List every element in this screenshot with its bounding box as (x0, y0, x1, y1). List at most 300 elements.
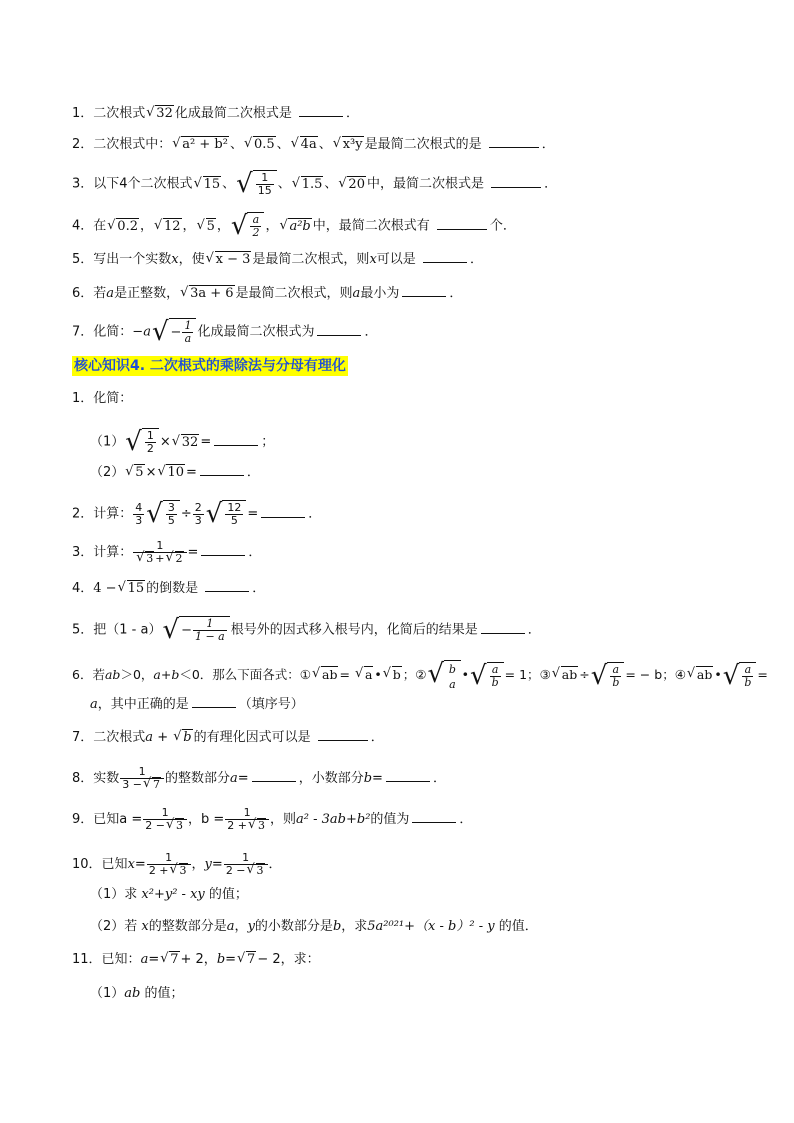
radicand: 3 (146, 552, 154, 565)
radicand: a² + b² (182, 137, 228, 152)
denominator: b (491, 675, 499, 689)
radicand (222, 500, 246, 528)
s2-question-2 (72, 500, 321, 528)
radicand: 3a + 6 (190, 286, 234, 301)
denominator (120, 779, 164, 791)
radical (355, 666, 373, 684)
s2-question-6-continued (90, 695, 304, 714)
option-marker: ③ (539, 667, 551, 682)
text: 3 − (122, 778, 143, 791)
denominator: 2 (146, 442, 154, 455)
text: 的整数部分 (165, 771, 231, 786)
radical-sign: √ (722, 660, 740, 691)
s2-question-7 (72, 728, 384, 747)
equals-sign: = (148, 952, 160, 967)
s2-question-5 (72, 616, 541, 644)
fraction (145, 430, 156, 455)
answer-blank[interactable] (402, 284, 446, 297)
text: 实数 (93, 771, 120, 786)
s2-question-1-part-1 (90, 428, 274, 456)
text: 化简： (93, 391, 133, 406)
expression: x²+y² - xy (141, 887, 205, 902)
text: ，则 (270, 812, 297, 827)
part-label: （1） (90, 434, 125, 450)
text: 4 − (93, 581, 117, 596)
radicand (739, 662, 756, 690)
denominator: 15 (257, 184, 272, 197)
text: 已知a = (93, 812, 143, 827)
text: ． (459, 812, 473, 827)
denominator (147, 865, 191, 877)
question-number: 4． (72, 581, 94, 596)
text: 在 (93, 218, 107, 234)
radical (136, 553, 154, 565)
plus-sign: + (155, 552, 165, 565)
text: = − b； (625, 667, 675, 682)
text: 最小为 (360, 286, 400, 301)
radical (107, 218, 139, 236)
text: 已知 (101, 857, 128, 872)
numerator: 1 (146, 429, 154, 442)
minus-sign: − (170, 324, 182, 340)
numerator: 12 (227, 501, 242, 514)
radicand: 5 (135, 465, 144, 480)
denominator (143, 820, 187, 832)
question-number: 7． (72, 324, 94, 340)
radical-sign: √ (162, 615, 180, 645)
radical-fraction (125, 428, 159, 456)
text: 计算： (93, 506, 133, 522)
fraction (490, 664, 501, 689)
s2-question-11 (72, 951, 320, 969)
radical (160, 951, 179, 969)
numerator: 3 (167, 501, 175, 514)
option-marker: ④ (674, 667, 686, 682)
question-number: 1． (72, 391, 94, 406)
radical (180, 285, 234, 303)
question-number: 6． (72, 286, 94, 301)
section-heading: 核心知识4. 二次根式的乘除法与分母有理化 (74, 358, 346, 374)
numerator: a (610, 664, 621, 677)
denominator (225, 820, 269, 832)
text: 的倒数是 (146, 581, 199, 596)
text: ， (191, 857, 205, 872)
variable: a (226, 919, 235, 934)
radical (312, 666, 338, 684)
text: ＜0．那么下面各式： (179, 667, 300, 682)
text: ． (541, 137, 555, 152)
text: 的有理化因式可以是 (193, 730, 311, 745)
answer-blank[interactable] (412, 810, 456, 823)
text: 是最简二次根式的是 (364, 137, 482, 152)
text: 2 + (148, 864, 169, 877)
question-number: 3． (72, 176, 94, 192)
text: 中，最简二次根式是 (366, 176, 484, 192)
text: 以下4个二次根式 (93, 176, 193, 192)
radicand: 2 (175, 552, 183, 565)
denominator (133, 553, 186, 565)
answer-blank[interactable] (386, 769, 430, 782)
text: ． (364, 324, 378, 340)
expression: ab (124, 986, 141, 1001)
radicand: ab (696, 667, 713, 682)
question-number: 5． (72, 622, 94, 638)
variable: x (369, 252, 377, 267)
radicand: 10 (167, 465, 185, 480)
radical (383, 666, 402, 684)
radical (146, 105, 174, 123)
fraction (225, 807, 269, 832)
fraction (166, 502, 177, 527)
variable: b (363, 771, 373, 786)
radical-fraction (231, 212, 265, 240)
radical (154, 218, 182, 236)
text: （填序号） (238, 697, 304, 712)
s2-question-1 (72, 390, 132, 408)
text: ，求 (341, 919, 368, 934)
radical-sign: √ (427, 659, 445, 689)
s2-question-8 (72, 766, 446, 791)
s1-question-1 (72, 104, 359, 123)
text: ＞0， (120, 667, 154, 682)
question-number: 8． (72, 771, 94, 786)
equals-sign: = (134, 857, 146, 872)
radical-fraction (146, 500, 180, 528)
radicand: ab (561, 667, 578, 682)
text: 二次根式中： (93, 137, 172, 152)
s1-question-5 (72, 250, 483, 269)
radicand: 20 (348, 176, 365, 192)
text: ． (308, 506, 322, 522)
text: ． (449, 286, 463, 301)
radical (173, 729, 192, 747)
denominator: b (612, 675, 620, 689)
answer-blank[interactable] (201, 543, 245, 556)
text: ． (252, 581, 266, 596)
text: 把（1 - a） (93, 622, 162, 638)
text: + 2， (180, 952, 217, 967)
text: ； (261, 434, 275, 450)
answer-blank[interactable] (200, 463, 244, 476)
fraction (256, 172, 274, 197)
text: ． (248, 545, 262, 560)
variable: x (127, 857, 135, 872)
option-marker: ② (415, 667, 427, 682)
s1-question-6 (72, 284, 462, 303)
s2-question-10 (72, 852, 282, 877)
fraction (133, 502, 144, 527)
fraction (147, 852, 191, 877)
radicand: 15 (203, 176, 221, 192)
text: 2 − (225, 864, 246, 877)
radicand: x − 3 (215, 252, 251, 267)
question-number: 2． (72, 137, 94, 152)
numerator: 1 (256, 172, 274, 185)
radicand: 12 (164, 218, 181, 234)
radicand: a²b (289, 218, 311, 234)
s1-question-7 (72, 318, 377, 346)
text: ． (432, 771, 446, 786)
text: ． (469, 252, 483, 267)
coefficient: −a (132, 324, 151, 340)
variable: y (247, 919, 255, 934)
radical (687, 666, 713, 684)
radical-sign: √ (205, 499, 223, 529)
radical (292, 176, 324, 194)
text: 是最简二次根式，则 (252, 252, 370, 267)
radical-fraction (470, 662, 504, 690)
text: 是最简二次根式，则 (235, 286, 353, 301)
s1-question-3: 3．以下4个二次根式√ 15 、 √ $\frac{1}{15}$ 、√ 1.5 、√ 20 中，最简二次根式是 ． (72, 170, 557, 198)
text: 二次根式 (93, 730, 146, 745)
answer-blank[interactable] (261, 505, 305, 518)
text: 2 − (145, 819, 165, 832)
text: ． (268, 857, 282, 872)
text: ，其中正确的是 (97, 697, 189, 712)
option-marker: ① (299, 667, 312, 682)
divide-sign: ÷ (180, 506, 192, 522)
equals-sign: = (186, 465, 197, 480)
radical (247, 865, 265, 877)
radicand: 7 (153, 778, 161, 791)
s2-question-6: 6．若ab＞0，a+b＜0．那么下面各式：①√ ab = √ a •√ b ；② √ b a • √ $\frac{a}{b}$ = 1；③√ ab ÷ √ $\frac{a}{b}$ = − b；④√ ab • √ $\frac{a}{b}$ = (72, 660, 768, 691)
radical-sign: √ (590, 660, 608, 691)
radical-fraction (236, 170, 277, 198)
s1-question-4: 4．在√ 0.2 ，√ 12 ，√ 5 ， √ $\frac{a}{2}$ ，√ a²b 中，最简二次根式有 个． (72, 212, 516, 240)
question-number: 10． (72, 857, 102, 872)
radical (206, 251, 252, 269)
radical (118, 580, 146, 598)
fraction (224, 852, 268, 877)
variable: a (140, 952, 149, 967)
dot-sign: • (714, 667, 722, 682)
answer-blank[interactable] (317, 323, 361, 336)
radicand: 0.5 (253, 137, 275, 152)
text: ． (346, 106, 360, 121)
numerator: b (448, 663, 456, 676)
part-label: （2） (90, 465, 125, 480)
radical-sign: √ (470, 660, 487, 691)
radicand: 7 (170, 952, 179, 967)
text: 已知： (101, 952, 141, 967)
question-number: 11． (72, 952, 102, 967)
dot-sign: • (374, 667, 382, 682)
radicand: 0.2 (117, 218, 138, 234)
radical (166, 820, 184, 832)
radical (552, 666, 578, 684)
equals-sign: = (247, 506, 259, 522)
radical (333, 136, 364, 154)
equals-sign: = (372, 771, 383, 786)
radical-sign: √ (151, 317, 169, 347)
text: 化成最简二次根式为 (197, 324, 315, 340)
s2-question-4 (72, 579, 265, 598)
numerator: 1 (133, 540, 186, 553)
numerator: a (490, 664, 501, 677)
equals-sign: = (211, 857, 223, 872)
denominator: 3 (194, 513, 202, 527)
answer-blank[interactable] (205, 579, 249, 592)
part-label: （2）若 (90, 919, 138, 934)
expression: a² - 3ab+b² (296, 812, 371, 827)
answer-blank[interactable] (437, 217, 487, 230)
numerator: 1 (184, 319, 192, 332)
text: 的值； (144, 986, 184, 1001)
answer-blank[interactable] (423, 250, 467, 263)
text: ，小数部分 (298, 771, 364, 786)
equals-sign: = (237, 771, 249, 786)
numerator: 4 (135, 500, 143, 514)
radical (244, 136, 276, 154)
equals-sign: = (225, 952, 237, 967)
text: 根号外的因式移入根号内，化简后的结果是 (230, 622, 478, 638)
radicand (253, 170, 277, 198)
equals-sign: = (200, 434, 212, 450)
text: 可以是 (376, 252, 416, 267)
radical-sign: √ (236, 169, 253, 199)
radical-fraction (428, 660, 461, 691)
expression: ab (104, 667, 121, 682)
radicand: b (392, 667, 401, 682)
radical (237, 951, 256, 969)
radical-sign: √ (146, 499, 163, 529)
plus-sign: + (153, 730, 173, 745)
s2-question-9 (72, 807, 472, 832)
question-number: 4． (72, 218, 94, 234)
answer-blank[interactable] (491, 175, 541, 188)
denominator: 5 (230, 514, 238, 527)
answer-blank[interactable] (481, 621, 525, 634)
radical (125, 464, 144, 482)
radicand (444, 660, 461, 691)
text: 化简： (93, 324, 133, 340)
text: ． (246, 465, 260, 480)
radicand: 32 (181, 434, 199, 450)
answer-blank[interactable] (192, 695, 236, 708)
part-label: （1） (90, 986, 125, 1001)
numerator: a (250, 214, 261, 227)
equals-sign: = (339, 667, 354, 682)
radical (338, 176, 366, 194)
radical (248, 820, 266, 832)
radical-fraction (152, 318, 196, 346)
radicand: 3 (258, 819, 265, 832)
radical-fraction (591, 662, 625, 690)
question-number: 7． (72, 730, 94, 745)
numerator: 1 (143, 807, 187, 820)
fraction (120, 766, 164, 791)
numerator: 2 (194, 500, 202, 514)
radicand (179, 616, 230, 644)
text: ． (544, 176, 558, 192)
radical-sign: √ (230, 211, 248, 241)
expression: 5a²⁰²¹+（x - b）² - y (367, 919, 495, 934)
text: 中，最简二次根式有 (312, 218, 430, 234)
variable: b (216, 952, 226, 967)
text: 若 (93, 286, 107, 301)
radicand: 3 (179, 864, 187, 877)
question-number: 3． (72, 545, 94, 560)
text: 个． (489, 218, 516, 234)
radical-fraction (206, 500, 247, 528)
radicand: 4a (300, 137, 317, 152)
denominator: a (184, 332, 192, 345)
question-number: 1． (72, 106, 94, 121)
fraction (143, 807, 187, 832)
denominator (224, 865, 268, 877)
denominator: 2 (252, 226, 260, 239)
variable: b (332, 919, 342, 934)
question-number: 6． (72, 667, 93, 682)
text: 二次根式 (93, 106, 146, 121)
text: 写出一个实数 (93, 252, 172, 267)
answer-blank[interactable] (252, 769, 296, 782)
answer-blank[interactable] (489, 135, 539, 148)
text: 的值； (208, 887, 248, 902)
answer-blank[interactable] (318, 728, 368, 741)
radicand: 3 (256, 864, 264, 877)
text: ， (234, 919, 248, 934)
radicand: x³y (342, 137, 363, 152)
answer-blank[interactable] (299, 104, 343, 117)
s2-question-10-part-1 (90, 886, 248, 904)
radicand: ab (322, 667, 338, 682)
numerator: 1 (147, 852, 191, 865)
radicand (487, 662, 504, 690)
part-label: （1）求 (90, 887, 138, 902)
answer-blank[interactable] (214, 433, 258, 446)
denominator: b (744, 675, 752, 689)
radicand (163, 500, 180, 528)
text: − 2，求： (257, 952, 320, 967)
question-number: 2． (72, 506, 94, 522)
expression: a+b (153, 667, 180, 682)
variable: x (171, 252, 179, 267)
fraction (610, 664, 621, 689)
s2-question-3 (72, 540, 261, 565)
radical (291, 136, 318, 154)
radicand (247, 212, 264, 240)
radicand (142, 428, 159, 456)
numerator: 1 (193, 618, 227, 631)
radicand: 7 (247, 952, 256, 967)
s1-question-2: 2．二次根式中：√ a² + b² 、√ 0.5 、√ 4a 、√ x³y 是最简二次根式的是 ． (72, 135, 555, 154)
equals-sign: = (187, 545, 199, 560)
variable: a (106, 286, 115, 301)
times-sign: × (159, 434, 171, 450)
s2-question-10-part-2 (90, 918, 538, 936)
text: 2 + (227, 819, 247, 832)
variable: a (90, 697, 98, 712)
text: 的小数部分是 (254, 919, 333, 934)
variable: a (230, 771, 238, 786)
denominator: 3 (135, 513, 143, 527)
radicand: 15 (127, 581, 145, 596)
radical (166, 553, 184, 565)
equals-sign: = (757, 667, 768, 682)
radical-fraction (723, 662, 757, 690)
radicand (607, 662, 624, 690)
variable: x (141, 919, 149, 934)
numerator: 1 (225, 807, 269, 820)
radical (172, 136, 229, 154)
numerator: a (742, 664, 753, 677)
radicand: 5 (206, 218, 215, 234)
radicand (169, 318, 197, 346)
denominator: 1 − a (194, 630, 225, 643)
radical (194, 176, 222, 194)
variable: a (145, 730, 154, 745)
